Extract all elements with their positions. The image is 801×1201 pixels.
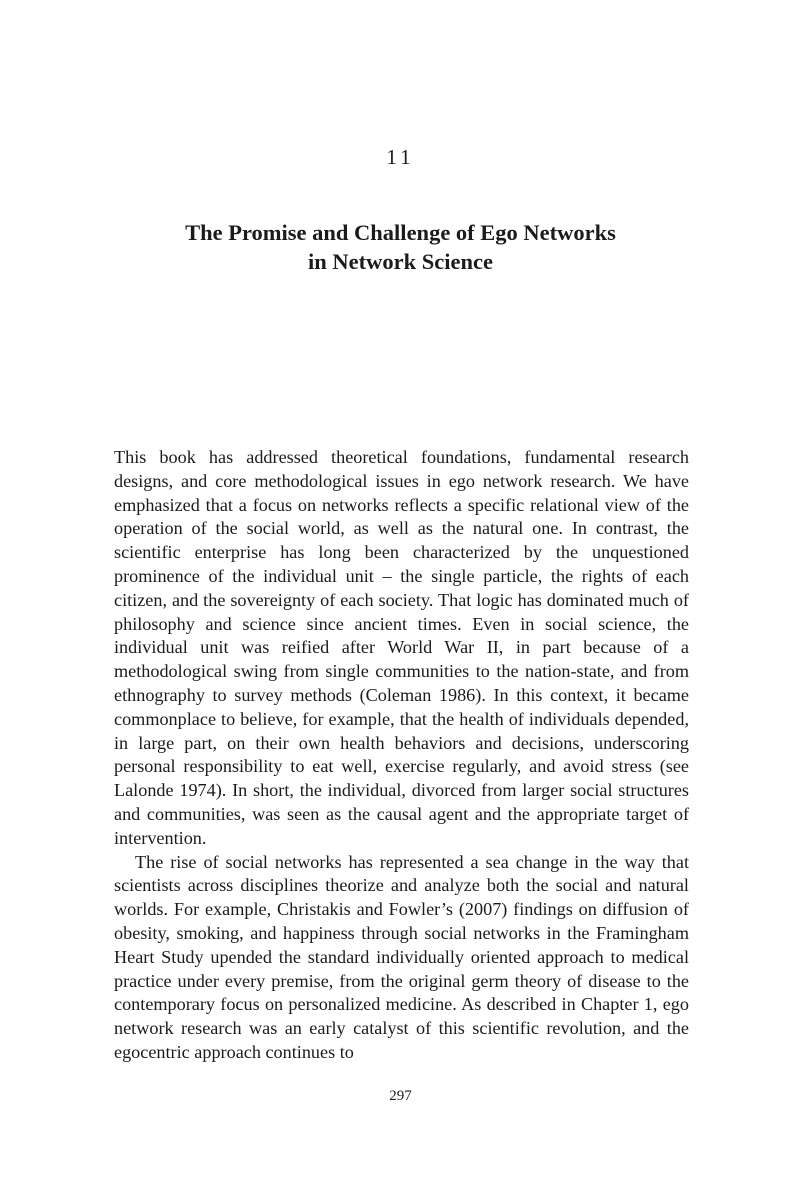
chapter-title-line-1: The Promise and Challenge of Ego Networks bbox=[185, 220, 616, 245]
paragraph-2: The rise of social networks has represented a sea change in the way that scientists across disciplines theorize and analyze both the social and natural worlds. For example, Christakis and Fowler’s (2007) findings on diffusion of obesity, smoking, and happiness through social networks in the Framingham Heart Study upended the standard individually oriented approach to medical practice under every premise, from the original germ theory of disease to the contemporary focus on personalized medicine. As described in Chapter 1, ego network research was an early catalyst of this scientific revolution, and the egocentric approach continues to bbox=[114, 851, 689, 1062]
chapter-title bbox=[0, 218, 801, 276]
chapter-title-line-2: in Network Science bbox=[308, 249, 493, 274]
page-number: 297 bbox=[389, 1088, 412, 1104]
body-text bbox=[114, 446, 689, 1065]
paragraph-1: This book has addressed theoretical foundations, fundamental research designs, and core methodological issues in ego network research. We have emphasized that a focus on networks reflects a specific relational view of the operation of the social world, as well as the natural one. In contrast, the scientific enterprise has long been characterized by the unquestioned prominence of the individual unit – the single particle, the rights of each citizen, and the sovereignty of each society. That logic has dominated much of philosophy and science since ancient times. Even in social science, the individual unit was reified after World War II, in part because of a methodological swing from single communities to the nation-state, and from ethnography to survey methods (Coleman 1986). In this context, it became commonplace to believe, for example, that the health of individuals depended, in large part, on their own health behaviors and decisions, underscoring personal responsibility to eat well, exercise regularly, and avoid stress (see Lalonde 1974). In short, the individual, divorced from larger social structures and communities, was seen as the causal agent and the appropriate target of intervention. bbox=[114, 447, 689, 848]
chapter-number: 11 bbox=[386, 145, 415, 169]
